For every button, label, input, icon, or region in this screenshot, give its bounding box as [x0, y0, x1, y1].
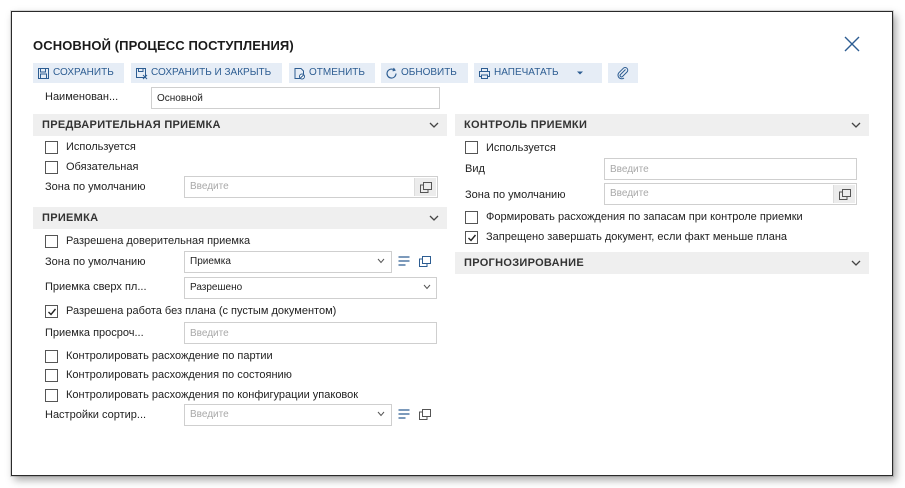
form-diff-checkbox[interactable] [465, 211, 478, 224]
ctrl-pack-checkbox[interactable] [45, 389, 58, 402]
cancel-doc-icon [293, 67, 306, 80]
no-plan-label: Разрешена работа без плана (с пустым документом) [66, 305, 337, 317]
printer-icon [478, 67, 491, 80]
sorting-label: Настройки сортир... [45, 409, 147, 421]
open-list-icon[interactable] [414, 405, 436, 423]
form-diff-label: Формировать расхождения по запасам при контроле приемки [486, 211, 803, 223]
sorting-select[interactable] [184, 404, 392, 426]
ctrl-batch-checkbox[interactable] [45, 350, 58, 363]
print-button[interactable] [474, 63, 602, 83]
forbid-finish-label: Запрещено завершать документ, если факт меньше плана [486, 231, 788, 243]
receiving-section-title: ПРИЕМКА [42, 212, 99, 224]
preliminary-used-label: Используется [66, 141, 136, 153]
sorting-placeholder: Введите [190, 409, 229, 420]
cancel-button-label: ОТМЕНИТЬ [309, 67, 365, 78]
checkmark-icon [47, 307, 57, 317]
trusted-receiving-checkbox[interactable] [45, 235, 58, 248]
control-used-checkbox[interactable] [465, 141, 478, 154]
over-plan-label: Приемка сверх пл... [45, 281, 147, 293]
overdue-input[interactable] [184, 322, 437, 344]
chevron-down-icon [851, 122, 861, 128]
save-button-label: СОХРАНИТЬ [53, 67, 114, 78]
control-zone-placeholder: Введите [610, 188, 649, 199]
ctrl-pack-label: Контролировать расхождения по конфигурации упаковок [66, 389, 359, 401]
chevron-down-icon [429, 215, 439, 221]
open-list-icon[interactable] [414, 178, 436, 196]
preliminary-mandatory-checkbox[interactable] [45, 161, 58, 174]
close-icon[interactable] [842, 34, 862, 54]
control-kind-input[interactable] [604, 158, 857, 180]
preliminary-zone-placeholder: Введите [190, 181, 229, 192]
name-label: Наименован... [45, 91, 119, 103]
chevron-down-icon [423, 284, 431, 290]
open-list-icon[interactable] [414, 252, 436, 270]
preliminary-section-header[interactable] [33, 114, 447, 136]
refresh-button[interactable] [381, 63, 468, 83]
caret-down-icon[interactable] [576, 70, 584, 76]
control-used-label: Используется [486, 142, 556, 154]
save-close-button-label: СОХРАНИТЬ И ЗАКРЫТЬ [151, 67, 272, 78]
checkmark-icon [467, 233, 477, 243]
overdue-label: Приемка просроч... [45, 327, 144, 339]
attach-button[interactable] [608, 63, 638, 83]
refresh-button-label: ОБНОВИТЬ [401, 67, 457, 78]
ctrl-state-checkbox[interactable] [45, 369, 58, 382]
control-section-header[interactable] [455, 114, 869, 136]
settings-dialog [11, 11, 893, 476]
control-kind-label: Вид [465, 163, 485, 175]
cancel-button[interactable] [289, 63, 375, 83]
chevron-down-icon [851, 260, 861, 266]
name-input[interactable] [151, 87, 440, 109]
list-icon[interactable] [393, 252, 415, 270]
preliminary-mandatory-label: Обязательная [66, 161, 139, 173]
receiving-zone-label: Зона по умолчанию [45, 256, 146, 268]
ctrl-batch-label: Контролировать расхождение по партии [66, 350, 273, 362]
no-plan-checkbox[interactable] [45, 305, 58, 318]
preliminary-section-title: ПРЕДВАРИТЕЛЬНАЯ ПРИЕМКА [42, 119, 221, 131]
preliminary-zone-label: Зона по умолчанию [45, 181, 146, 193]
print-button-label: НАПЕЧАТАТЬ [494, 67, 559, 78]
forecast-section-title: ПРОГНОЗИРОВАНИЕ [464, 257, 584, 269]
chevron-down-icon [377, 411, 385, 417]
floppy-icon [37, 67, 50, 80]
save-close-button[interactable] [131, 63, 282, 83]
receiving-zone-select[interactable] [184, 251, 392, 273]
save-button[interactable] [33, 63, 124, 83]
preliminary-used-checkbox[interactable] [45, 141, 58, 154]
preliminary-zone-field[interactable] [184, 176, 438, 198]
refresh-icon [385, 67, 398, 80]
receiving-section-header[interactable] [33, 207, 447, 229]
list-icon[interactable] [393, 405, 415, 423]
chevron-down-icon [377, 258, 385, 264]
control-section-title: КОНТРОЛЬ ПРИЕМКИ [464, 119, 588, 131]
paperclip-icon [616, 66, 630, 80]
forecast-section-header[interactable] [455, 252, 869, 274]
ctrl-state-label: Контролировать расхождения по состоянию [66, 369, 292, 381]
control-zone-label: Зона по умолчанию [465, 189, 566, 201]
control-zone-field[interactable] [604, 183, 857, 205]
trusted-receiving-label: Разрешена доверительная приемка [66, 235, 251, 247]
open-list-icon[interactable] [833, 185, 855, 203]
dialog-title: ОСНОВНОЙ (ПРОЦЕСС ПОСТУПЛЕНИЯ) [33, 38, 294, 53]
over-plan-select[interactable] [184, 277, 437, 299]
floppy-close-icon [135, 67, 148, 80]
receiving-zone-value: Приемка [190, 256, 231, 267]
forbid-finish-checkbox[interactable] [465, 231, 478, 244]
chevron-down-icon [429, 122, 439, 128]
over-plan-value: Разрешено [190, 282, 243, 293]
